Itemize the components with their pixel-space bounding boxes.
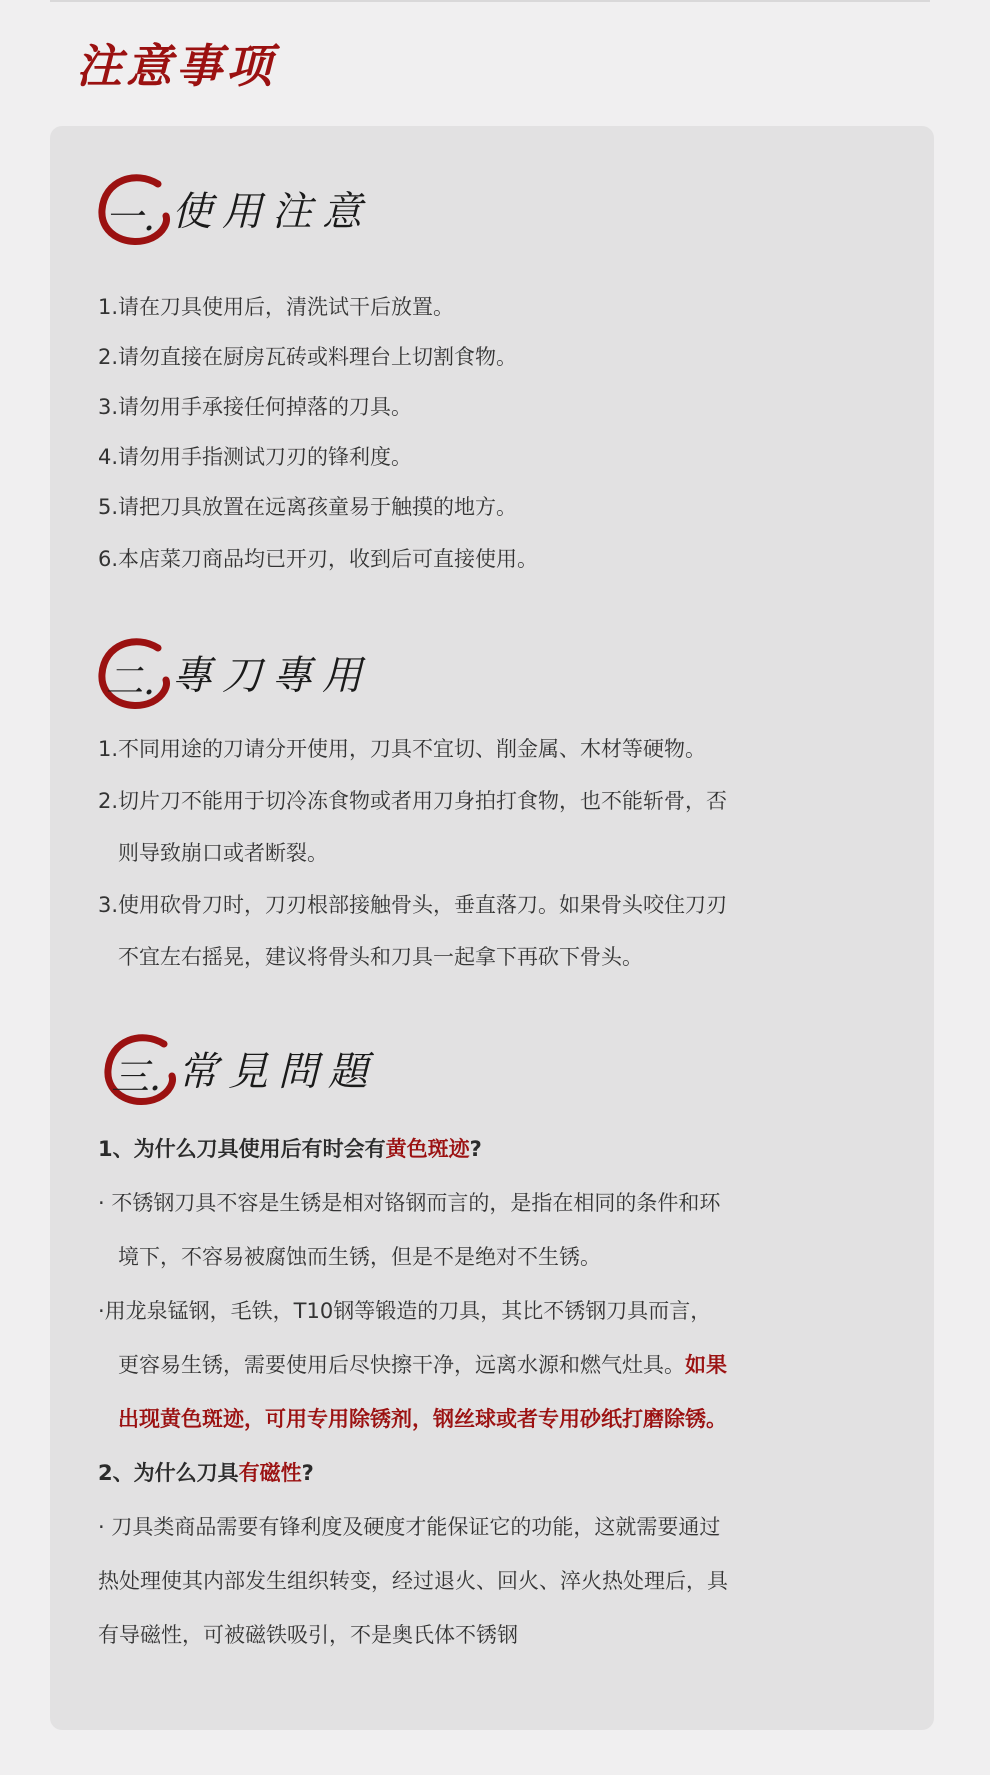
list-item: 1.不同用途的刀请分开使用，刀具不宜切、削金属、木材等硬物。 [98,737,707,761]
faq-question [98,1444,898,1502]
question-text: 1、为什么刀具使用后有时会有 [98,1137,386,1161]
highlight-text: 有磁性 [238,1461,302,1485]
list-item: 2.切片刀不能用于切冷冻食物或者用刀身拍打食物，也不能斩骨，否 [98,789,728,813]
section-dedicated-knives [50,624,934,969]
section-header [50,1020,934,1110]
section-faq [50,1020,934,1647]
faq-answer: 境下，不容易被腐蚀而生锈，但是不是绝对不生锈。 [118,1245,601,1269]
section-title: 專刀專用 [172,653,372,699]
section-header [50,160,934,250]
page-title: 注意事项 [76,39,276,93]
faq-answer: 热处理使其内部发生组织转变，经过退火、回火、淬火热处理后，具 [98,1569,728,1593]
list-item: 3.请勿用手承接任何掉落的刀具。 [98,395,413,419]
content-panel [50,126,934,1730]
section-title: 常見問題 [178,1049,378,1095]
list-item: 1.请在刀具使用后，清洗试干后放置。 [98,295,455,319]
question-mark: ? [301,1461,314,1485]
list-item: 6.本店菜刀商品均已开刃，收到后可直接使用。 [98,547,539,571]
section-number: 二. [104,659,156,703]
highlight-text: 黄色斑迹 [385,1137,470,1161]
faq-answer: · 不锈钢刀具不容是生锈是相对铬钢而言的，是指在相同的条件和环 [98,1191,721,1215]
question-text: 2、为什么刀具 [98,1461,239,1485]
faq-answer: ·用龙泉锰钢，毛铁，T10钢等锻造的刀具，其比不锈钢刀具而言， [98,1299,712,1323]
list-item: 则导致崩口或者断裂。 [118,841,328,865]
list-item: 不宜左右摇晃，建议将骨头和刀具一起拿下再砍下骨头。 [118,945,643,969]
highlight-text: 如果 [685,1353,727,1377]
list-item: 3.使用砍骨刀时，刀刃根部接触骨头，垂直落刀。如果骨头咬住刀刃 [98,893,728,917]
faq-answer: · 刀具类商品需要有锋利度及硬度才能保证它的功能，这就需要通过 [98,1515,721,1539]
list-item: 2.请勿直接在厨房瓦砖或料理台上切割食物。 [98,345,518,369]
faq-answer-highlight: 出现黄色斑迹，可用专用除锈剂，钢丝球或者专用砂纸打磨除锈。 [118,1407,727,1431]
section-title: 使用注意 [172,189,372,235]
question-mark: ? [469,1137,482,1161]
section-number: 三. [110,1055,162,1099]
list-item: 4.请勿用手指测试刀刃的锋利度。 [98,445,413,469]
faq-answer: 有导磁性，可被磁铁吸引，不是奥氏体不锈钢 [98,1623,518,1647]
faq-question [98,1120,898,1178]
answer-text: 更容易生锈，需要使用后尽快擦干净，远离水源和燃气灶具。 [118,1353,685,1377]
section-usage-notes [50,160,934,571]
list-item: 5.请把刀具放置在远离孩童易于触摸的地方。 [98,495,518,519]
section-number: 一. [104,195,156,239]
section-header [50,624,934,714]
faq-answer [118,1336,918,1394]
top-divider [50,0,930,2]
